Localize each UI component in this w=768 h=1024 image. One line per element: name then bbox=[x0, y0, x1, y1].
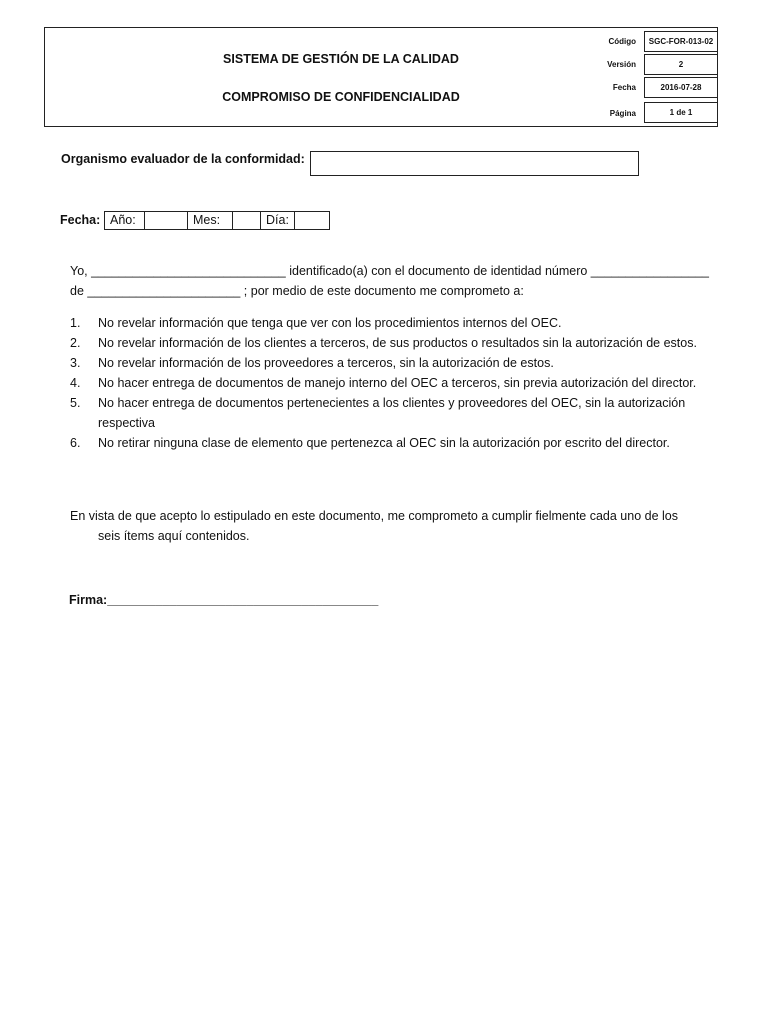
list-item bbox=[70, 313, 720, 333]
list-item-text: No revelar información de los proveedores a terceros, sin la autorización de estos. bbox=[98, 356, 554, 370]
mes-field[interactable] bbox=[232, 211, 261, 230]
list-item bbox=[70, 393, 720, 433]
dia-field[interactable] bbox=[294, 211, 330, 230]
list-item-text: No retirar ninguna clase de elemento que pertenezca al OEC sin la autorización por escrito del director. bbox=[98, 436, 670, 450]
list-item bbox=[70, 353, 720, 373]
meta-value-fecha: 2016-07-28 bbox=[644, 77, 718, 98]
list-item-text: No hacer entrega de documentos pertenecientes a los clientes y proveedores del OEC, sin la autorización respectiva bbox=[98, 396, 686, 430]
list-item-number: 5. bbox=[70, 396, 81, 410]
meta-label-pagina: Página bbox=[609, 109, 636, 118]
signature-line: Firma:_______________________________________ bbox=[69, 593, 379, 607]
list-item-text: No revelar información de los clientes a terceros, de sus productos o resultados sin la autorización de estos. bbox=[98, 336, 697, 350]
meta-value-codigo: SGC-FOR-013-02 bbox=[644, 31, 718, 52]
list-item-number: 6. bbox=[70, 436, 81, 450]
commitment-list bbox=[70, 313, 720, 453]
dia-label: Día: bbox=[260, 211, 295, 230]
list-item bbox=[70, 373, 720, 393]
meta-label-codigo: Código bbox=[608, 37, 636, 46]
list-item bbox=[70, 333, 720, 353]
list-item-text: No hacer entrega de documentos de manejo interno del OEC a terceros, sin previa autorización del director. bbox=[98, 376, 697, 390]
fecha-label: Fecha: bbox=[60, 213, 101, 227]
anio-label: Año: bbox=[104, 211, 145, 230]
org-field[interactable] bbox=[310, 151, 639, 176]
list-item-number: 1. bbox=[70, 316, 81, 330]
mes-label: Mes: bbox=[187, 211, 233, 230]
list-item-number: 4. bbox=[70, 376, 81, 390]
identity-line: Yo, ____________________________ identificado(a) con el documento de identidad número _________________ bbox=[70, 264, 709, 278]
anio-field[interactable] bbox=[144, 211, 188, 230]
meta-value-pagina: 1 de 1 bbox=[644, 102, 718, 123]
list-item-number: 2. bbox=[70, 336, 81, 350]
meta-value-version: 2 bbox=[644, 54, 718, 75]
meta-label-version: Versión bbox=[607, 60, 636, 69]
closing-line-2: seis ítems aquí contenidos. bbox=[98, 529, 250, 543]
closing-line-1: En vista de que acepto lo estipulado en este documento, me comprometo a cumplir fielmente cada uno de los bbox=[70, 509, 678, 523]
org-label: Organismo evaluador de la conformidad: bbox=[61, 152, 305, 166]
list-item bbox=[70, 433, 720, 453]
list-item-text: No revelar información que tenga que ver con los procedimientos internos del OEC. bbox=[98, 316, 562, 330]
system-title: SISTEMA DE GESTIÓN DE LA CALIDAD bbox=[223, 52, 459, 66]
commitment-intro: de ______________________ ; por medio de este documento me comprometo a: bbox=[70, 284, 524, 298]
header-titles bbox=[45, 28, 637, 126]
document-title: COMPROMISO DE CONFIDENCIALIDAD bbox=[222, 90, 460, 104]
closing-paragraph bbox=[70, 506, 720, 546]
list-item-number: 3. bbox=[70, 356, 81, 370]
meta-label-fecha: Fecha bbox=[612, 83, 636, 92]
